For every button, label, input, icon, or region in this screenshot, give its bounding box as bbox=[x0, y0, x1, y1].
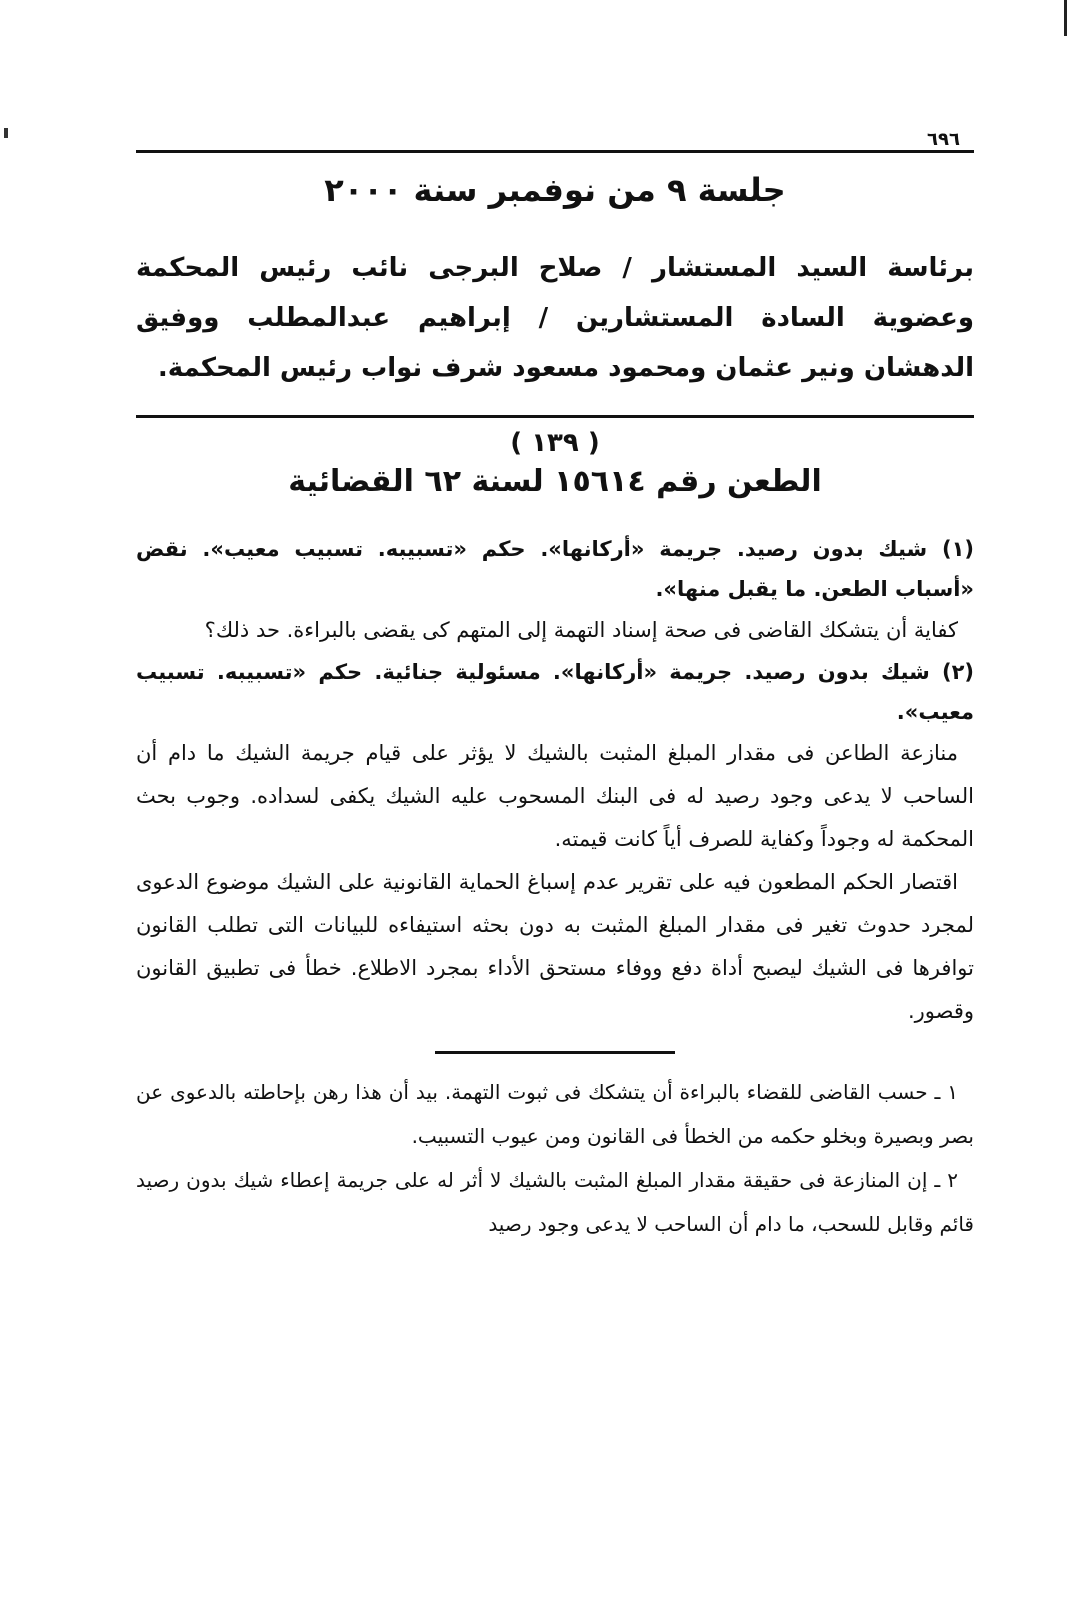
scan-edge-dot bbox=[4, 128, 8, 138]
page-number: ٦٩٦ bbox=[927, 129, 960, 150]
notes-section bbox=[136, 1070, 974, 1246]
summary-section bbox=[136, 529, 974, 1033]
notes-separator bbox=[435, 1051, 675, 1054]
summary-paragraph: منازعة الطاعن فى مقدار المبلغ المثبت بالشيك لا يؤثر على قيام جريمة الشيك ما دام أن الساحب لا يدعى وجود رصيد له فى البنك المسحوب عليه الشيك يكفى لسداده. وجوب بحث المحكمة له وجوداً وكفاية للصرف أياً كانت قيمته. bbox=[136, 741, 974, 851]
session-title: جلسة ٩ من نوفمبر سنة ٢٠٠٠ bbox=[324, 171, 786, 209]
case-number: ( ١٣٩ ) bbox=[510, 428, 600, 458]
document-page bbox=[136, 118, 974, 1246]
page-header bbox=[136, 118, 974, 153]
appeal-title: الطعن رقم ١٥٦١٤ لسنة ٦٢ القضائية bbox=[288, 464, 822, 499]
legal-note: ٢ ـ إن المنازعة فى حقيقة مقدار المبلغ المثبت بالشيك لا أثر له على جريمة إعطاء شيك بدون رصيد قائم وقابل للسحب، ما دام أن الساحب لا يدعى وجود رصيد bbox=[136, 1168, 974, 1236]
summary-paragraph: كفاية أن يتشكك القاضى فى صحة إسناد التهمة إلى المتهم كى يقضى بالبراءة. حد ذلك؟ bbox=[204, 618, 958, 642]
summary-paragraph: اقتصار الحكم المطعون فيه على تقرير عدم إسباغ الحماية القانونية على الشيك موضوع الدعوى لمجرد حدوث تغير فى مقدار المبلغ المثبت به دون بحثه استيفاءه للبيانات التى تطلب القانون توافرها فى الشيك ليصبح أداة دفع ووفاء مستحق الأداء بمجرد الاطلاع. خطأ فى تطبيق القانون وقصور. bbox=[136, 870, 974, 1023]
court-composition: برئاسة السيد المستشار / صلاح البرجى نائب رئيس المحكمة وعضوية السادة المستشارين / إبراهيم عبدالمطلب ووفيق الدهشان ونير عثمان ومحمود مسعود شرف نواب رئيس المحكمة. bbox=[136, 253, 974, 383]
summary-heading: (٢) شيك بدون رصيد. جريمة «أركانها». مسئولية جنائية. حكم «تسبيبه. تسبيب معيب». bbox=[136, 660, 974, 724]
scan-edge-mark bbox=[1064, 0, 1067, 36]
summary-heading: (١) شيك بدون رصيد. جريمة «أركانها». حكم «تسبيبه. تسبيب معيب». نقض «أسباب الطعن. ما يقبل منها». bbox=[136, 537, 974, 601]
legal-note: ١ ـ حسب القاضى للقضاء بالبراءة أن يتشكك فى ثبوت التهمة. بيد أن هذا رهن بإحاطته بالدعوى عن بصر وبصيرة وبخلو حكمه من الخطأ فى القانون ومن عيوب التسبيب. bbox=[136, 1080, 974, 1148]
section-divider bbox=[136, 415, 974, 418]
